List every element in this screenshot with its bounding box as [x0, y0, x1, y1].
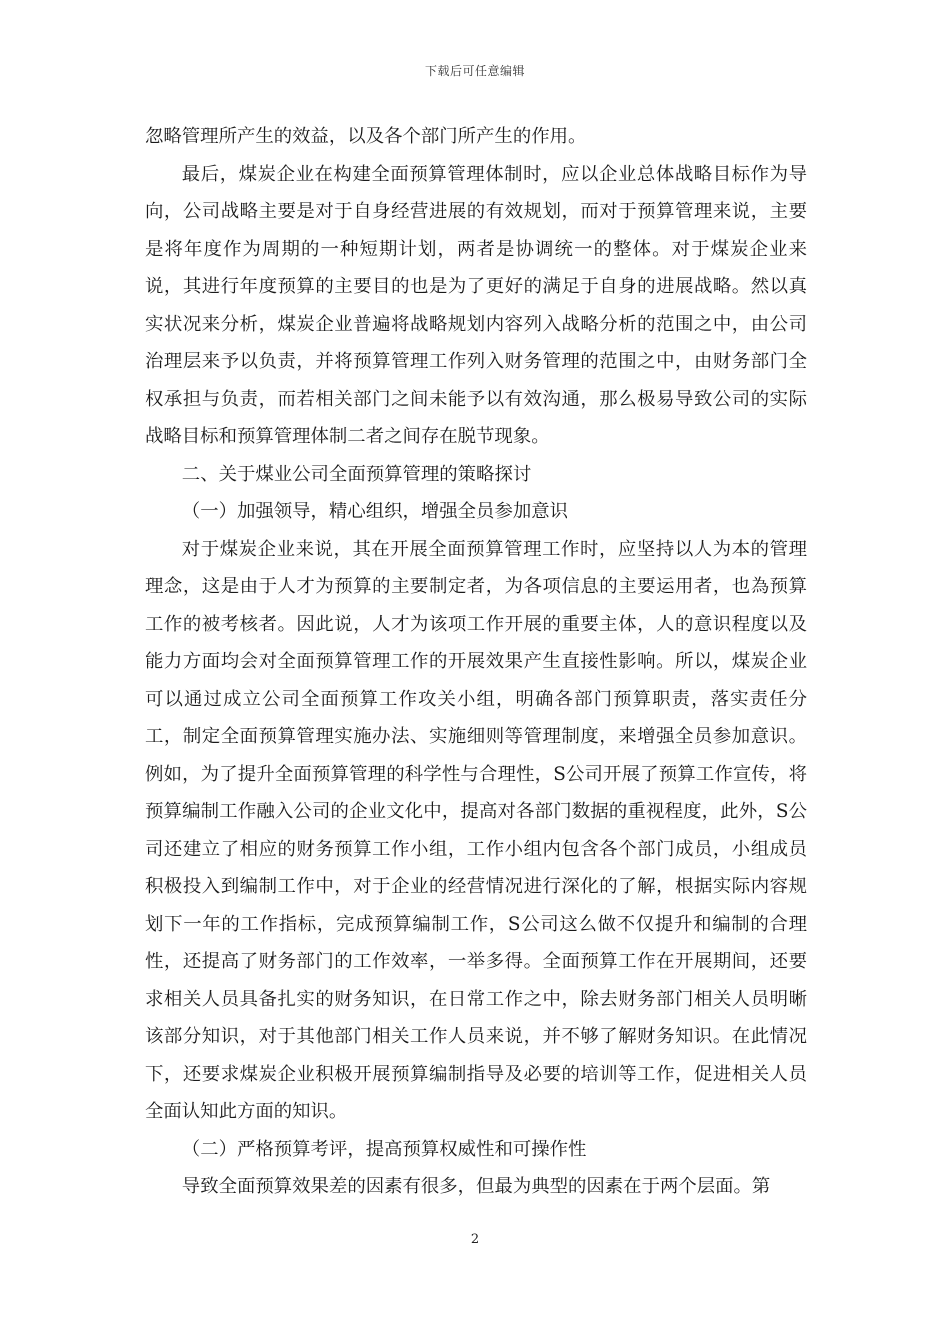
paragraph-leadership: 对于煤炭企业来说，其在开展全面预算管理工作时，应坚持以人为本的管理理念，这是由于人才为预算的主要制定者，为各项信息的主要运用者，也為预算工作的被考核者。因此说，人才为该项工作开展的重要主体，人的意识程度以及能力方面均会对全面预算管理工作的开展效果产生直接性影响。所以，煤炭企业可以通过成立公司全面预算工作攻关小组，明确各部门预算职责，落实责任分工，制定全面预算管理实施办法、实施细则等管理制度，来增强全员参加意识。例如，为了提升全面预算管理的科学性与合理性，S公司开展了预算工作宣传，将预算编制工作融入公司的企业文化中，提高对各部门数据的重视程度，此外，S公司还建立了相应的财务预算工作小组，工作小组内包含各个部门成员，小组成员积极投入到编制工作中，对于企业的经营情况进行深化的了解，根据实际内容规划下一年的工作指标，完成预算编制工作，S公司这么做不仅提升和编制的合理性，还提高了财务部门的工作效率，一举多得。全面预算工作在开展期间，还要求相关人员具备扎实的财务知识，在日常工作之中，除去财务部门相关人员明晰该部分知识，对于其他部门相关工作人员来说，并不够了解财务知识。在此情况下，还要求煤炭企业积极开展预算编制指导及必要的培训等工作，促进相关人员全面认知此方面的知识。	[145, 538, 807, 1122]
paragraph-evaluation: 导致全面预算效果差的因素有很多，但最为典型的因素在于两个层面。第	[181, 1176, 771, 1197]
page-number: 2	[470, 1232, 480, 1247]
subsection-heading-1: （一）加强领导，精心组织，增强全员参加意识	[181, 501, 569, 522]
header-note: 下载后可任意编辑	[424, 64, 525, 78]
subsection-heading-2: （二）严格预算考评，提高预算权威性和可操作性	[181, 1138, 587, 1160]
body-text	[145, 118, 807, 1206]
section-heading-2: 二、关于煤业公司全面预算管理的策略探讨	[181, 463, 532, 485]
paragraph-continuation: 忽略管理所产生的效益，以及各个部门所产生的作用。	[145, 126, 587, 147]
paragraph-strategy-alignment: 最后，煤炭企业在构建全面预算管理体制时，应以企业总体战略目标作为导向，公司战略主要是对于自身经营进展的有效规划，而对于预算管理来说，主要是将年度作为周期的一种短期计划，两者是协调统一的整体。对于煤炭企业来说，其进行年度预算的主要目的也是为了更好的满足于自身的进展战略。然以真实状况来分析，煤炭企业普遍将战略规划内容列入战略分析的范围之中，由公司治理层来予以负责，并将预算管理工作列入财务管理的范围之中，由财务部门全权承担与负责，而若相关部门之间未能予以有效沟通，那么极易导致公司的实际战略目标和预算管理体制二者之间存在脱节现象。	[145, 163, 807, 447]
